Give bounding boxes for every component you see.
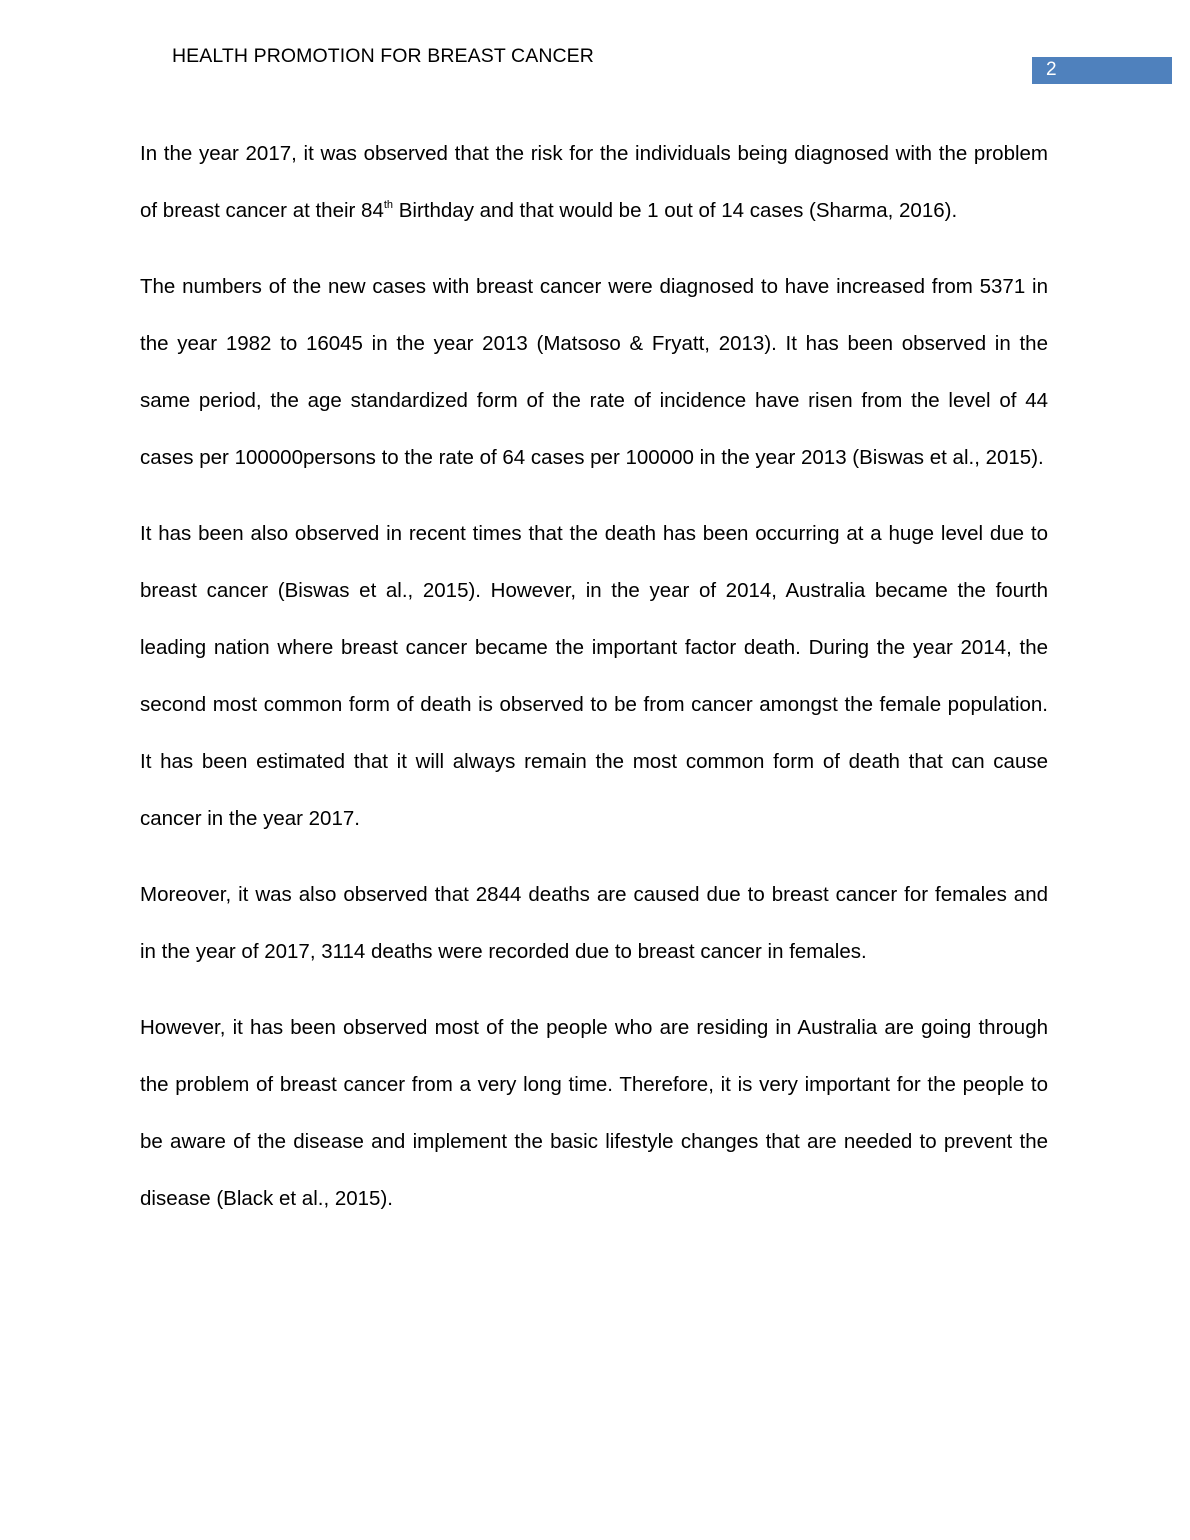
paragraph-4: Moreover, it was also observed that 2844 deaths are caused due to breast cancer for females and in the year of 2017, 3114 deaths were recorded due to breast cancer in females. bbox=[140, 883, 1048, 963]
paragraph-2: The numbers of the new cases with breast cancer were diagnosed to have increased from 5371 in the year 1982 to 16045 in the year 2013 (Matsoso & Fryatt, 2013). It has been observed in the same period, the age standardized form of the rate of incidence have risen from the level of 44 cases per 100000persons to the rate of 64 cases per 100000 in the year 2013 (Biswas et al., 2015). bbox=[140, 275, 1048, 469]
paragraph-1-text-start: In the year 2017, it was observed that the risk for the individuals being diagnosed with the problem of breast cancer at their 84 bbox=[140, 142, 1048, 222]
document-body bbox=[140, 125, 1048, 1246]
ordinal-superscript: th bbox=[383, 199, 394, 211]
paragraph-1-text-end: Birthday and that would be 1 out of 14 cases (Sharma, 2016). bbox=[393, 199, 958, 222]
paragraph-5: However, it has been observed most of the people who are residing in Australia are going through the problem of breast cancer from a very long time. Therefore, it is very important for the people to be aware of the disease and implement the basic lifestyle changes that are needed to prevent the disease (Black et al., 2015). bbox=[140, 1016, 1048, 1210]
paragraph-3: It has been also observed in recent times that the death has been occurring at a huge level due to breast cancer (Biswas et al., 2015). However, in the year of 2014, Australia became the fourth leading nation where breast cancer became the important factor death. During the year 2014, the second most common form of death is observed to be from cancer amongst the female population. It has been estimated that it will always remain the most common form of death that can cause cancer in the year 2017. bbox=[140, 522, 1048, 830]
page-number-box bbox=[1032, 57, 1172, 84]
paragraph-1 bbox=[140, 125, 1048, 239]
running-head: HEALTH PROMOTION FOR BREAST CANCER bbox=[172, 45, 594, 67]
page-number: 2 bbox=[1046, 59, 1057, 80]
